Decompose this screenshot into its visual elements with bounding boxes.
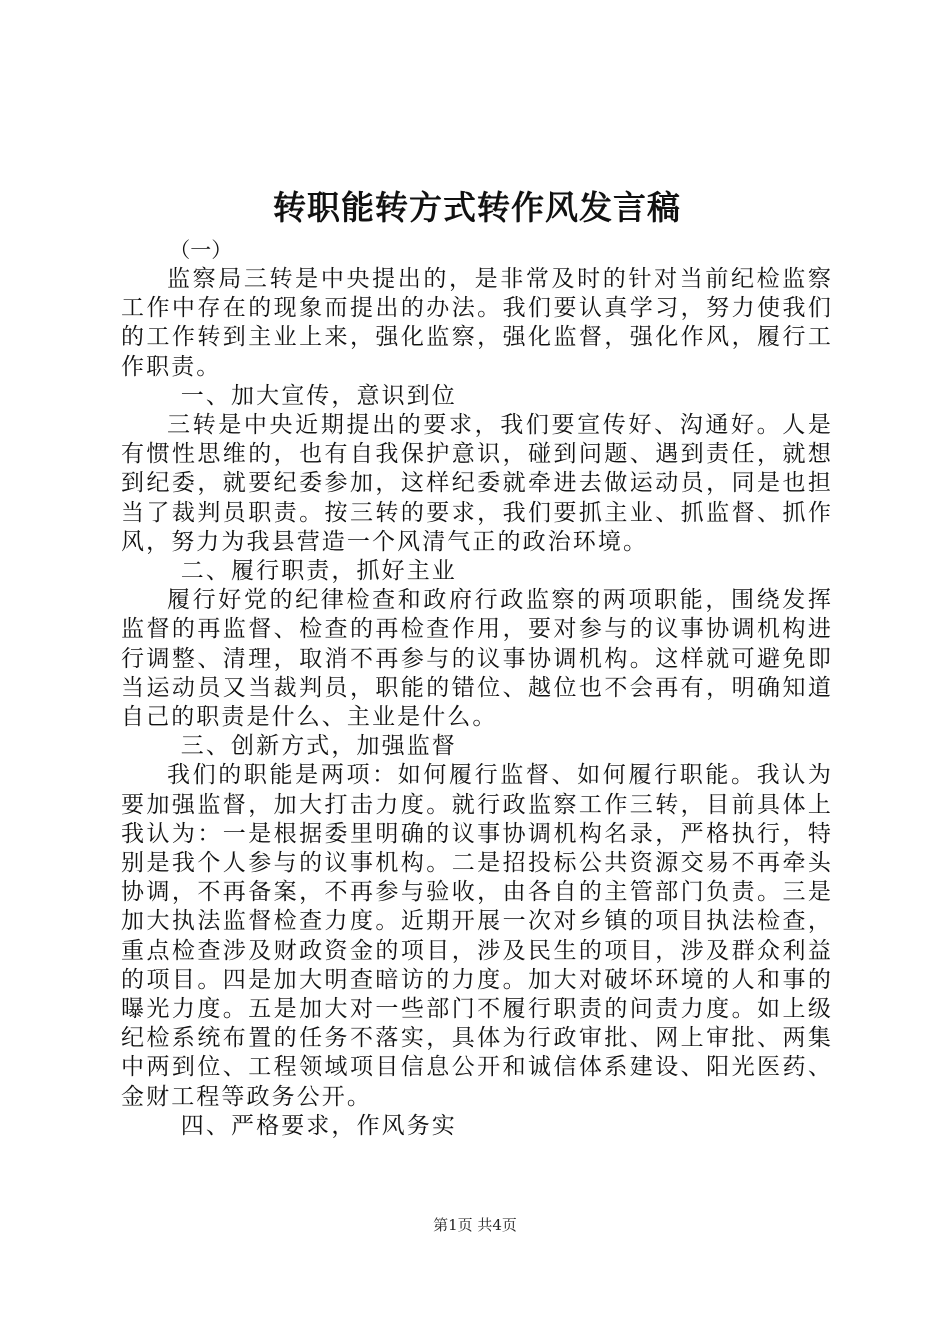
document-page bbox=[121, 180, 833, 1141]
page-footer: 第1页 共4页 bbox=[433, 1216, 517, 1234]
paragraph-intro: 监察局三转是中央提出的，是非常及时的针对当前纪检监察工作中存在的现象而提出的办法。我们要认真学习，努力使我们的工作转到主业上来，强化监察，强化监督，强化作风，履行工作职责。 bbox=[121, 266, 833, 380]
heading-3: 三、创新方式，加强监督 bbox=[180, 733, 457, 760]
document-title: 转职能转方式转作风发言稿 bbox=[273, 188, 681, 227]
paragraph-3: 我们的职能是两项：如何履行监督、如何履行职能。我认为要加强监督，加大打击力度。就行政监察工作三转，目前具体上我认为：一是根据委里明确的议事协调机构名录，严格执行，特别是我个人参与的议事机构。二是招投标公共资源交易不再牵头协调，不再备案，不再参与验收，由各自的主管部门负责。三是加大执法监督检查力度。近期开展一次对乡镇的项目执法检查，重点检查涉及财政资金的项目，涉及民生的项目，涉及群众利益的项目。四是加大明查暗访的力度。加大对破坏环境的人和事的曝光力度。五是加大对一些部门不履行职责的问责力度。如上级纪检系统布置的任务不落实，具体为行政审批、网上审批、两集中两到位、工程领域项目信息公开和诚信体系建设、阳光医药、金财工程等政务公开。 bbox=[121, 762, 833, 1110]
section-label: （一） bbox=[169, 238, 233, 262]
heading-1: 一、加大宣传，意识到位 bbox=[180, 382, 457, 409]
heading-2: 二、履行职责，抓好主业 bbox=[180, 558, 457, 585]
paragraph-1: 三转是中央近期提出的要求，我们要宣传好、沟通好。人是有惯性思维的，也有自我保护意识，碰到问题、遇到责任，就想到纪委，就要纪委参加，这样纪委就牵进去做运动员，同是也担当了裁判员职责。按三转的要求，我们要抓主业、抓监督、抓作风，努力为我县营造一个风清气正的政治环境。 bbox=[121, 412, 833, 555]
paragraph-2: 履行好党的纪律检查和政府行政监察的两项职能，围绕发挥监督的再监督、检查的再检查作用，要对参与的议事协调机构进行调整、清理，取消不再参与的议事协调机构。这样就可避免即当运动员又当裁判员，职能的错位、越位也不会再有，明确知道自己的职责是什么、主业是什么。 bbox=[121, 587, 833, 731]
heading-4: 四、严格要求，作风务实 bbox=[180, 1112, 457, 1139]
